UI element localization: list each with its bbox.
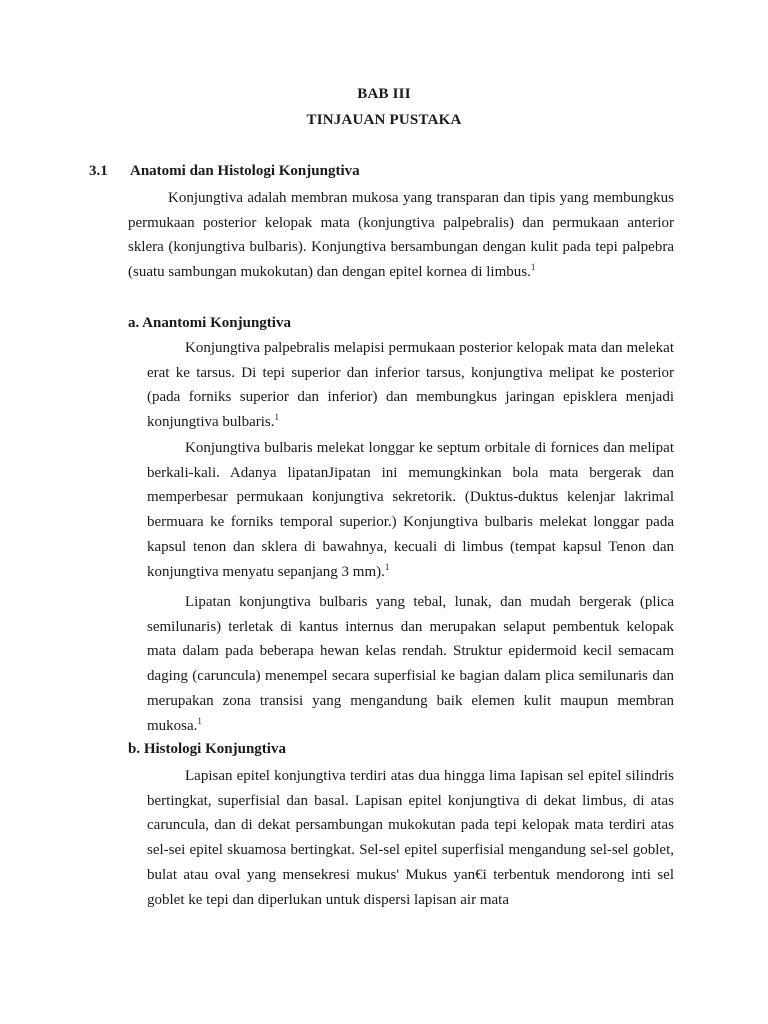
anatomy-text-1: Konjungtiva palpebralis melapisi permukaan posterior kelopak mata dan melekat erat ke tarsus. Di tepi superior dan inferior tarsus, konjungtiva melipat ke posterior (pada forniks superior dan inferior) dan membungkus jaringan episklera menjadi konjungtiva bulbaris.	[147, 340, 674, 431]
anatomy-footnote-ref-3: 1	[197, 715, 202, 726]
section-number: 3.1	[89, 163, 108, 179]
histology-text-1: Lapisan epitel konjungtiva terdiri atas dua hingga lima Iapisan sel epitel silindris bertingkat, superfisial dan basal. Lapisan epitel konjungtiva di dekat limbus, di atas caruncula, dan di dekat persambungan mukokutan pada tepi kelopak mata terdiri atas sel-sei epitel skuamosa bertingkat. Sel-sel epitel superfisial mengandung sel-sel goblet, bulat atau oval yang mensekresi mukus' Mukus yan€i terbentuk mendorong inti sel goblet ke tepi dan diperlukan untuk dispersi lapisan air mata	[147, 768, 674, 908]
anatomy-footnote-ref-2: 1	[384, 561, 390, 572]
section-title: Anatomi dan Histologi Konjungtiva	[130, 163, 360, 179]
anatomy-paragraph-3	[147, 590, 674, 738]
intro-paragraph	[128, 186, 674, 285]
chapter-title: TINJAUAN PUSTAKA	[306, 112, 462, 128]
anatomy-paragraph-1	[147, 336, 674, 435]
chapter-label: BAB III	[357, 86, 411, 102]
anatomy-text-2: Konjungtiva bulbaris melekat longgar ke septum orbitale di fornices dan melipat berkali-kali. Adanya lipatanJipatan ini memungkinkan bola mata bergerak dan memperbesar permukaan konjungtiva sekretorik. (Duktus-duktus kelenjar lakrimal bermuara ke forniks temporal superior.) Konjungtiva bulbaris melekat longgar pada kapsul tenon dan sklera di bawahnya, kecuali di limbus (tempat kapsul Tenon dan konjungtiva menyatu sepanjang 3 mm).	[147, 440, 674, 580]
intro-footnote-ref: 1	[530, 262, 536, 273]
histology-paragraph-1	[147, 764, 674, 912]
subsection-a-title: a. Anantomi Konjungtiva	[128, 315, 291, 331]
anatomy-text-3: Lipatan konjungtiva bulbaris yang tebal, lunak, dan mudah bergerak (plica semilunaris) terletak di kantus internus dan merupakan selaput pembentuk kelopak mata dalam pada beberapa hewan kelas rendah. Struktur epidermoid kecil semacam daging (caruncula) menempel secara superfisial ke bagian dalam plica semilunaris dan merupakan zona transisi yang mengandung baik elemen kulit maupun membran mukosa.	[147, 594, 674, 734]
subsection-b-title: b. Histologi Konjungtiva	[128, 741, 286, 757]
anatomy-footnote-ref-1: 1	[274, 412, 279, 423]
intro-text: Konjungtiva adalah membran mukosa yang transparan dan tipis yang membungkus permukaan posterior kelopak mata (konjungtiva palpebralis) dan permukaan anterior sklera (konjungtiva bulbaris). Konjungtiva bersambungan dengan kulit pada tepi palpebra (suatu sambungan mukokutan) dan dengan epitel kornea di limbus.	[128, 190, 674, 281]
anatomy-paragraph-2	[147, 436, 674, 584]
